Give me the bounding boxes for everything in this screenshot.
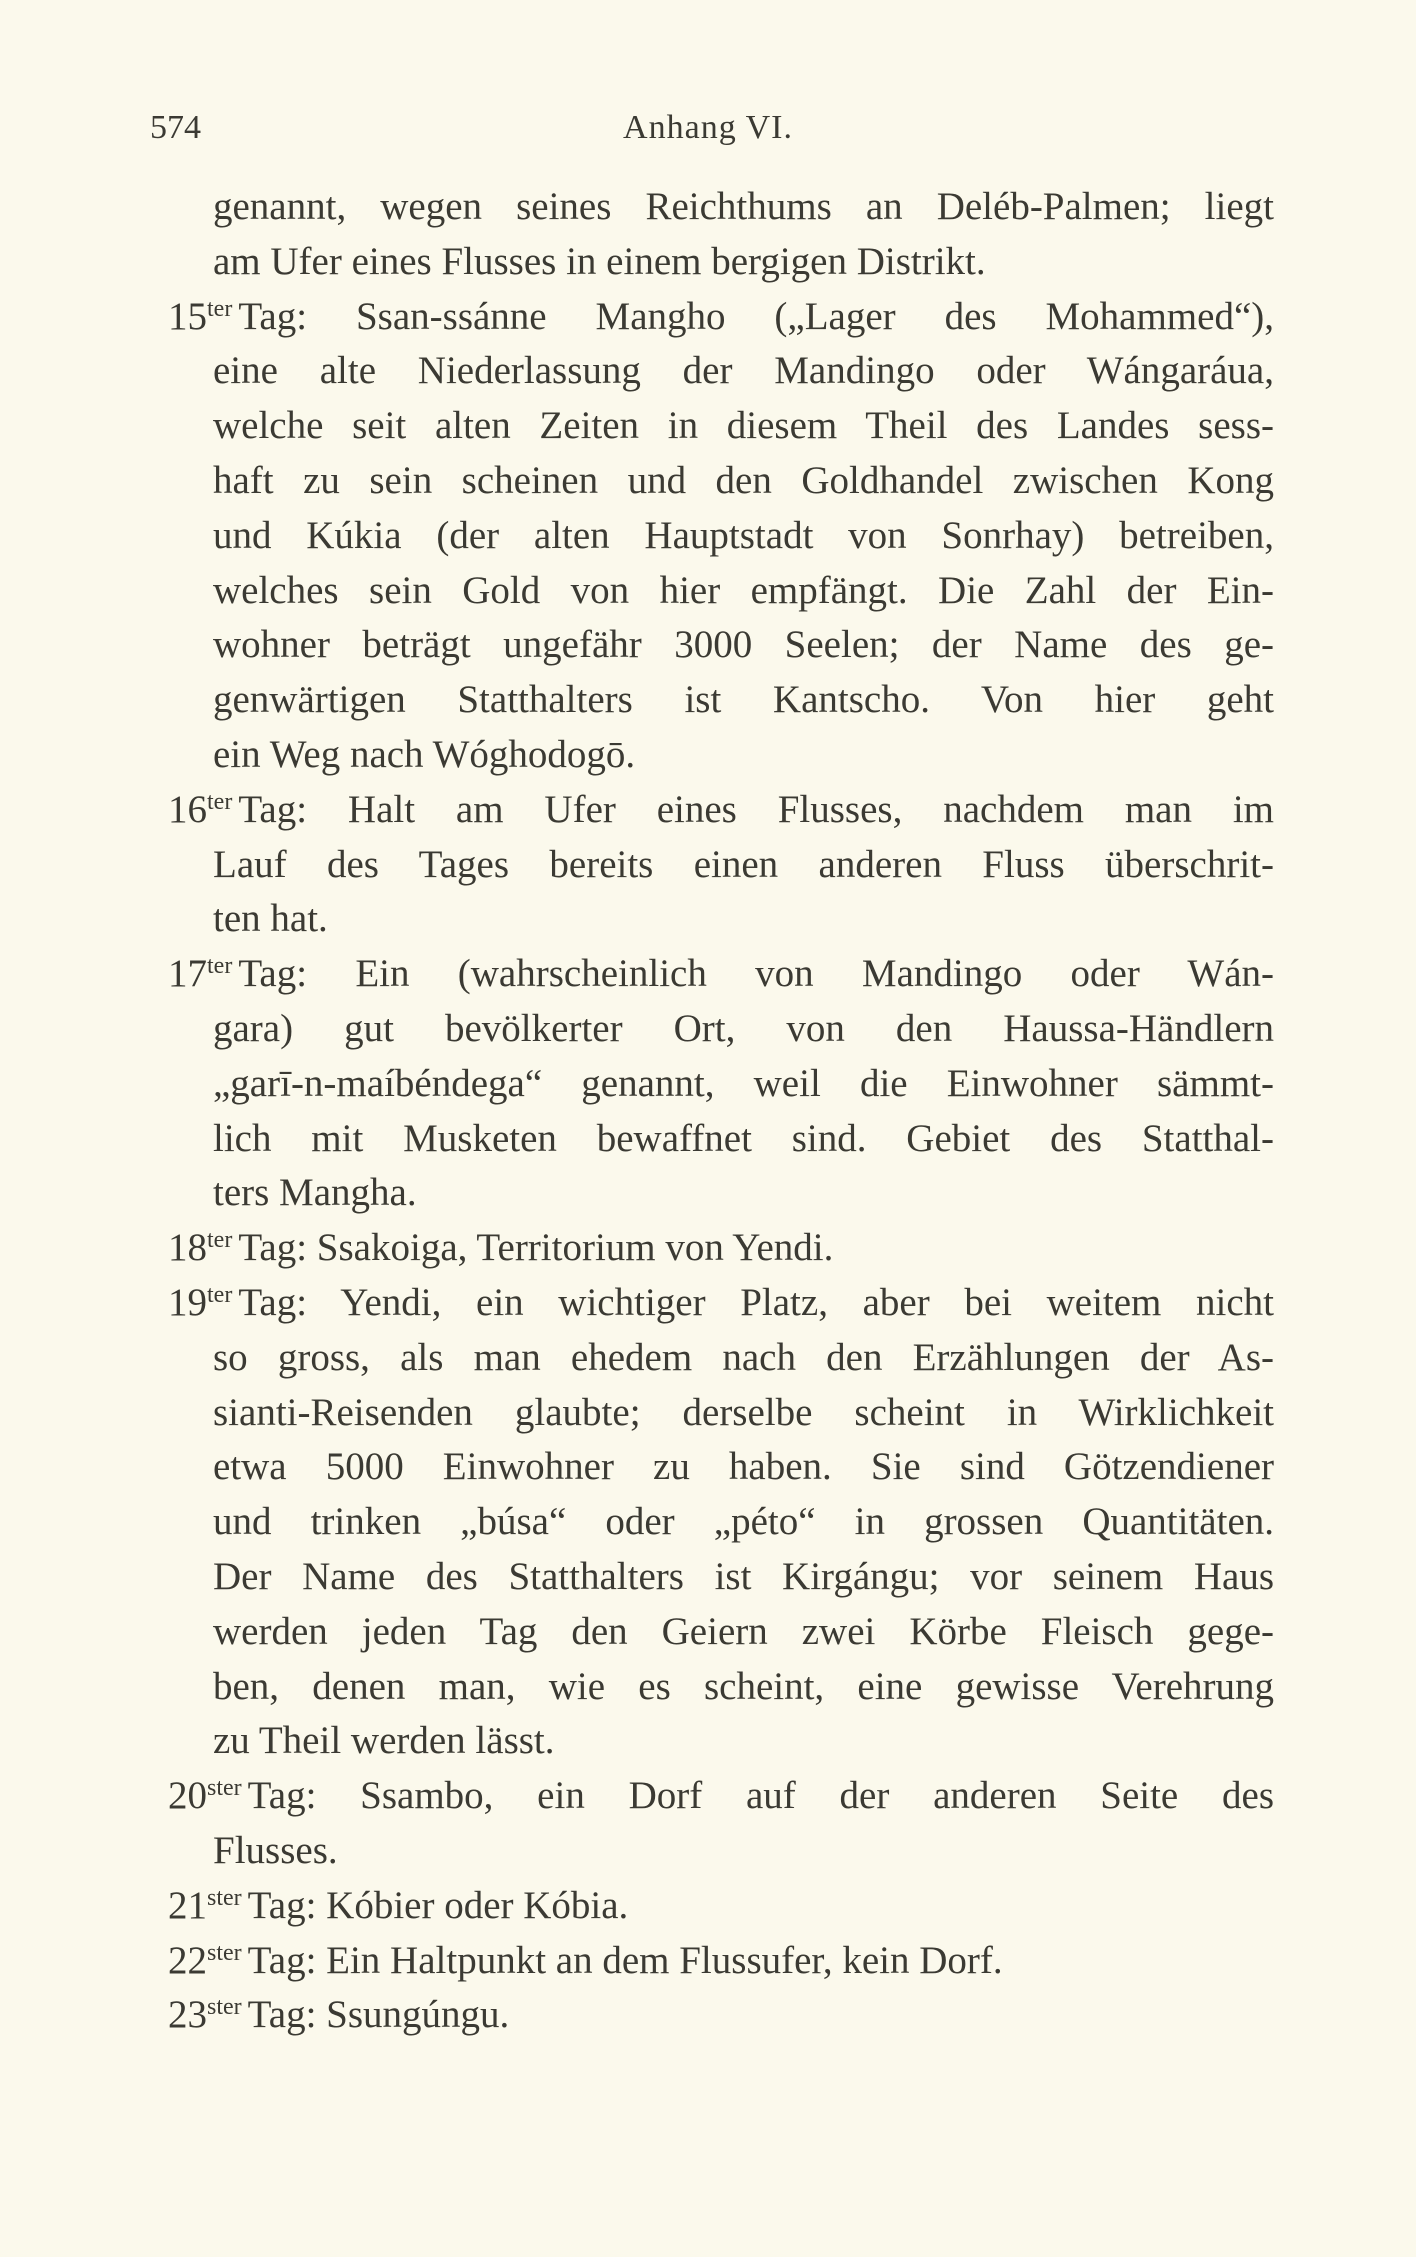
text-line: zu Theil werden lässt. — [213, 1719, 555, 1763]
text-line: werden jeden Tag den Geiern zwei Körbe Fleisch gege- — [213, 1609, 1274, 1653]
day-entry — [168, 1221, 1274, 1276]
text-line: ben, denen man, wie es scheint, eine gewisse Verehrung — [213, 1664, 1274, 1708]
text-line: „garī-n-maíbéndega“ genannt, weil die Einwohner sämmt- — [213, 1061, 1274, 1105]
day-number — [168, 1226, 232, 1269]
day-entry — [168, 783, 1274, 947]
day-ordinal-suffix: ster — [207, 1774, 242, 1801]
day-number-value: 23 — [168, 1993, 207, 2037]
day-number — [168, 290, 232, 345]
day-number-value: 18 — [168, 1226, 207, 1270]
line-text: Tag: Ssan-ssánne Mangho („Lager des Mohammed“), — [238, 294, 1274, 338]
text-line: haft zu sein scheinen und den Goldhandel zwischen Kong — [213, 458, 1274, 502]
text-line: Der Name des Statthalters ist Kirgángu; vor seinem Haus — [213, 1554, 1274, 1598]
text-line — [168, 947, 1274, 1002]
line-text: Tag: Kóbier oder Kóbia. — [247, 1883, 629, 1927]
text-line: lich mit Musketen bewaffnet sind. Gebiet des Statthal- — [213, 1116, 1274, 1160]
text-line: genannt, wegen seines Reichthums an Deléb-Palmen; liegt — [213, 185, 1274, 228]
text-line: am Ufer eines Flusses in einem bergigen Distrikt. — [213, 239, 986, 283]
day-number-value: 19 — [168, 1280, 207, 1324]
text-line: und Kúkia (der alten Hauptstadt von Sonrhay) betreiben, — [213, 513, 1274, 557]
text-line: Flusses. — [213, 1828, 338, 1872]
line-text: Tag: Halt am Ufer eines Flusses, nachdem man im — [238, 787, 1274, 831]
text-line: und trinken „búsa“ oder „péto“ in grossen Quantitäten. — [213, 1500, 1274, 1544]
day-ordinal-suffix: ter — [207, 1281, 233, 1308]
day-number-value: 15 — [168, 294, 207, 338]
text-line: gara) gut bevölkerter Ort, von den Haussa-Händlern — [213, 1006, 1274, 1050]
text-line: ein Weg nach Wóghodogō. — [213, 732, 636, 776]
text-line: sianti-Reisenden glaubte; derselbe scheint in Wirklichkeit — [213, 1390, 1274, 1434]
day-ordinal-suffix: ster — [207, 1994, 242, 2021]
text-line: genwärtigen Statthalters ist Kantscho. Von hier geht — [213, 678, 1274, 722]
text-line — [168, 783, 1274, 838]
line-text: Tag: Ssungúngu. — [247, 1993, 510, 2037]
text-line: wohner beträgt ungefähr 3000 Seelen; der Name des ge- — [213, 623, 1274, 667]
line-text: Tag: Ein Haltpunkt an dem Flussufer, kein Dorf. — [247, 1938, 1003, 1982]
day-number-value: 20 — [168, 1774, 207, 1818]
text-line: welche seit alten Zeiten in diesem Theil des Landes sess- — [213, 404, 1274, 448]
day-entry — [168, 1769, 1274, 1879]
text-line — [168, 1221, 1274, 1276]
day-number-value: 21 — [168, 1883, 207, 1927]
text-line — [168, 1988, 1274, 2043]
text-line: welches sein Gold von hier empfängt. Die Zahl der Ein- — [213, 568, 1274, 612]
text-line — [168, 1769, 1274, 1824]
running-title: Anhang VI. — [623, 109, 793, 146]
day-ordinal-suffix: ster — [207, 1939, 242, 1966]
line-text: Tag: Yendi, ein wichtiger Platz, aber bei weitem nicht — [238, 1280, 1274, 1324]
day-ordinal-suffix: ter — [207, 1226, 233, 1253]
page-body — [168, 180, 1274, 2043]
page-number: 574 — [150, 109, 201, 146]
text-line — [168, 1934, 1274, 1989]
day-number — [168, 1993, 242, 2036]
day-number — [168, 1884, 242, 1927]
day-entry — [168, 1934, 1274, 1989]
text-line: ters Mangha. — [213, 1171, 417, 1215]
day-number — [168, 1276, 232, 1331]
text-line — [168, 1879, 1274, 1934]
text-line: so gross, als man ehedem nach den Erzählungen der As- — [213, 1335, 1274, 1379]
day-ordinal-suffix: ter — [207, 952, 233, 979]
day-number-value: 17 — [168, 952, 207, 996]
day-ordinal-suffix: ter — [207, 295, 233, 322]
day-number — [168, 1939, 242, 1982]
day-number — [168, 1769, 242, 1824]
day-ordinal-suffix: ster — [207, 1884, 242, 1911]
line-text: Tag: Ssakoiga, Territorium von Yendi. — [238, 1226, 834, 1270]
day-number-value: 16 — [168, 787, 207, 831]
day-entry — [168, 1879, 1274, 1934]
text-line: ten hat. — [213, 897, 328, 941]
day-number — [168, 783, 232, 838]
text-line: Lauf des Tages bereits einen anderen Fluss überschrit- — [213, 842, 1274, 886]
text-line — [168, 1276, 1274, 1331]
day-ordinal-suffix: ter — [207, 788, 233, 815]
line-text: Tag: Ssambo, ein Dorf auf der anderen Seite des — [247, 1774, 1274, 1818]
day-entry — [168, 1988, 1274, 2043]
day-number-value: 22 — [168, 1938, 207, 1982]
day-entry — [168, 290, 1274, 783]
text-line: eine alte Niederlassung der Mandingo oder Wángaráua, — [213, 349, 1274, 393]
text-line — [168, 290, 1274, 345]
day-entry — [168, 947, 1274, 1221]
day-entry — [168, 1276, 1274, 1769]
text-line: etwa 5000 Einwohner zu haben. Sie sind Götzendiener — [213, 1445, 1274, 1489]
day-number — [168, 947, 232, 1002]
line-text: Tag: Ein (wahrscheinlich von Mandingo oder Wán- — [238, 952, 1274, 996]
